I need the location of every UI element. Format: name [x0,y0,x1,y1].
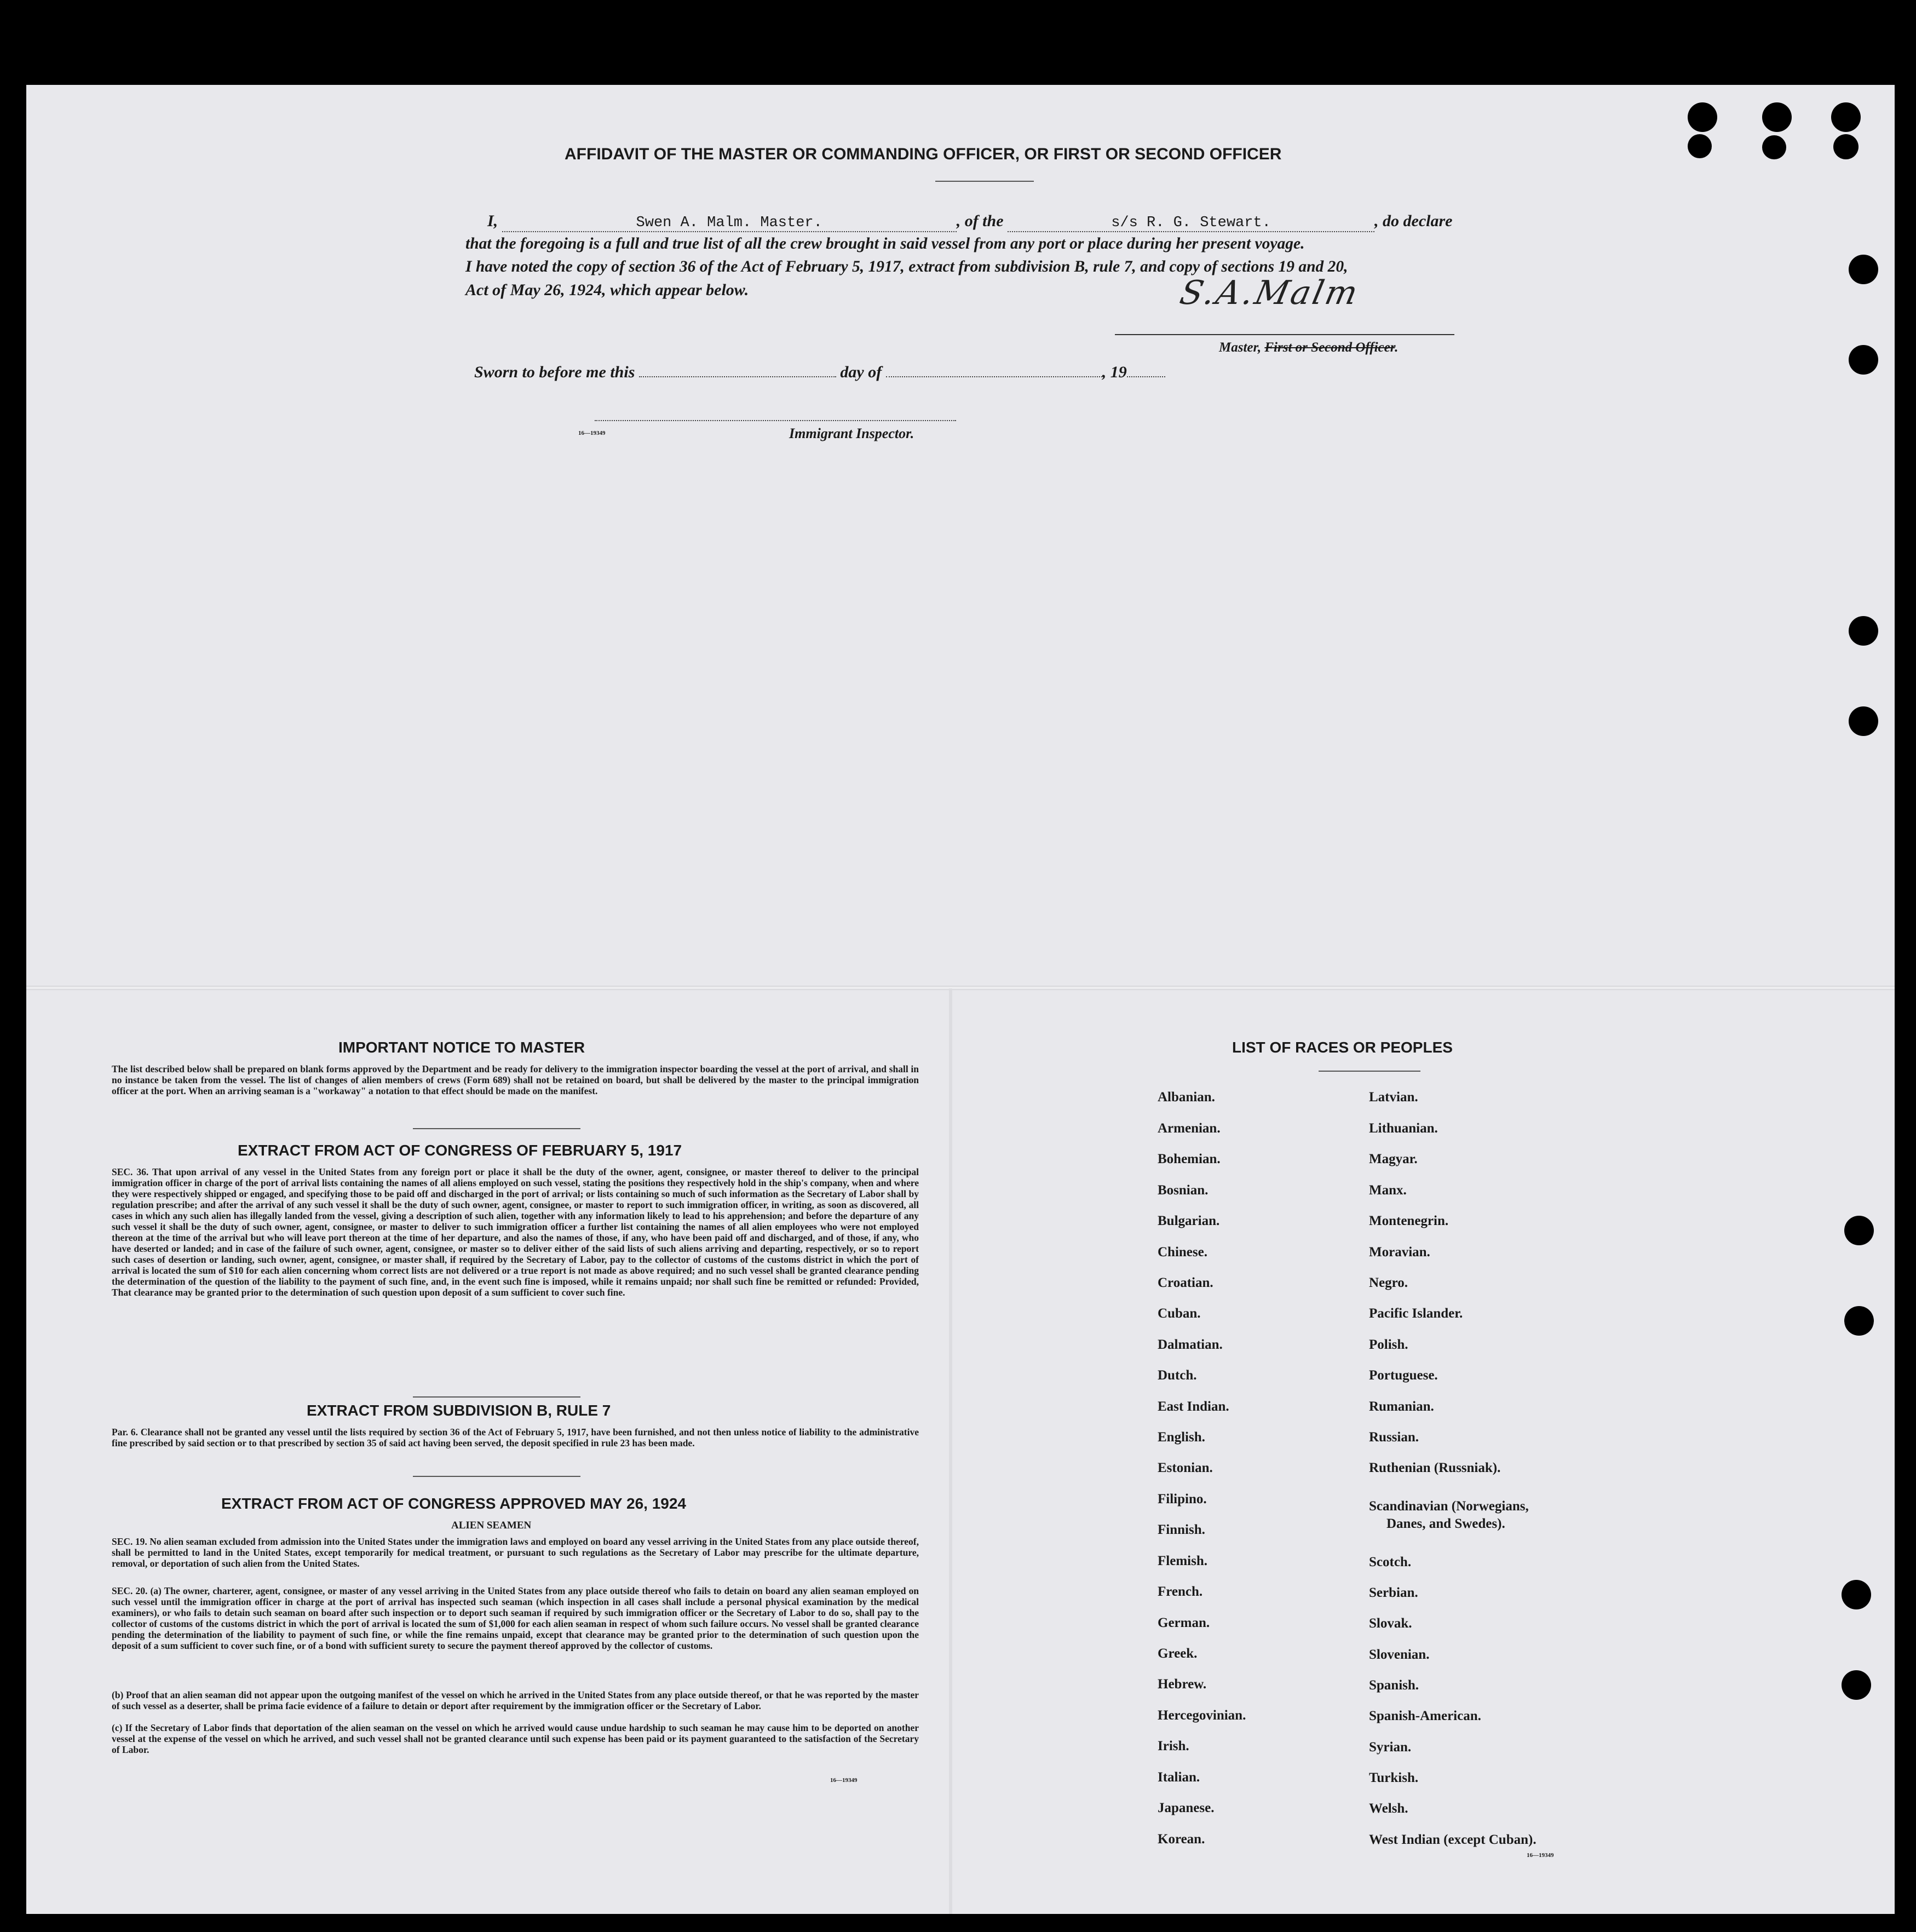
race-item: Spanish-American. [1369,1709,1481,1723]
inspector-signature-line [595,420,956,421]
affidavit-line-2: that the foregoing is a full and true list of all the crew brought in said vessel from any port or place during her present voyage. [465,235,1305,252]
punch-hole [1688,134,1712,158]
race-item: Russian. [1369,1430,1419,1445]
race-item: Flemish. [1158,1554,1207,1568]
master-name-value: Swen A. Malm. Master. [636,215,822,231]
affidavit-title: AFFIDAVIT OF THE MASTER OR COMMANDING OFFICER, OR FIRST OR SECOND OFFICER [565,145,1282,163]
punch-hole [1688,102,1717,132]
race-item: Pacific Islander. [1369,1306,1463,1321]
punch-hole [1842,1580,1871,1609]
punch-hole [1831,102,1861,132]
struck-officer-label: First or Second Officer [1264,340,1395,355]
race-item: Albanian. [1158,1090,1215,1105]
race-item: Filipino. [1158,1492,1207,1507]
race-item: Chinese. [1158,1245,1207,1260]
page-fold-horizontal [26,986,1895,990]
race-item: Scotch. [1369,1555,1412,1569]
race-item: Hebrew. [1158,1677,1207,1692]
signature-caption [1219,340,1398,355]
race-item: Scandinavian (Norwegians, [1369,1499,1529,1514]
section-20a-text: SEC. 20. (a) The owner, charterer, agent, consignee, or master of any vessel arriving in the United States from any place outside thereof who fails to detain on board any alien seaman employed on such vessel until the immigration officer in charge at the port of arrival has inspected such seaman (which inspection in all cases shall include a personal physical examination by the medical examiners), or who fails to detain such seaman on board after such inspection or to deport such seaman if required by such immigration officer or the Secretary of Labor to do so, shall pay to the collector of customs of the customs district in which the port of arrival is located the sum of $1,000 for each alien seaman in respect of whom such failure occurs. No vessel shall be granted clearance pending the determination of the liability to payment of such fine, or while the fine remains unpaid, except that clearance may be granted prior to the determination of such question upon the deposit of a sum sufficient to cover such fine, or of a bond with sufficient surety to secure the payment thereof approved by the collector of customs. [112,1585,919,1651]
section-20c-text: (c) If the Secretary of Labor finds that deportation of the alien seaman on the vessel on which he arrived would cause undue hardship to such seaman he may cause him to be deported on another vessel at the expense of the vessel on which he arrived, and such vessel shall not be granted clearance until such expense has been paid or its payment guaranteed to the satisfaction of the Secretary of Labor. [112,1722,919,1755]
inspector-label: Immigrant Inspector. [789,426,914,441]
race-item: Bosnian. [1158,1183,1209,1198]
race-item: French. [1158,1584,1203,1599]
race-item: Slovak. [1369,1616,1412,1631]
race-item: Negro. [1369,1275,1408,1290]
document-page [26,85,1895,1914]
alien-seamen-subtitle: ALIEN SEAMEN [451,1520,532,1531]
race-item: Syrian. [1369,1740,1412,1755]
form-number: 16—19349 [830,1777,858,1784]
race-item: German. [1158,1615,1210,1630]
vessel-name-field [1008,212,1374,232]
race-item: Latvian. [1369,1090,1418,1105]
race-item: Portuguese. [1369,1368,1438,1383]
day-of-label: day of [840,363,882,381]
punch-hole [1842,1670,1871,1700]
divider [413,1396,580,1398]
divider [413,1476,580,1477]
divider [935,181,1034,182]
affidavit-line-4: Act of May 26, 1924, which appear below. [465,281,749,299]
punch-hole [1849,345,1878,375]
race-item: Dutch. [1158,1368,1197,1383]
divider [1319,1071,1420,1072]
extract-1924-title: EXTRACT FROM ACT OF CONGRESS APPROVED MAY 26, 1924 [221,1495,686,1512]
punch-hole [1844,1306,1874,1336]
race-item: Dalmatian. [1158,1337,1223,1352]
year-label: , 19 [1102,363,1127,381]
race-item: Hercegovinian. [1158,1708,1246,1723]
punch-hole [1849,706,1878,736]
sworn-month-field [886,376,1102,377]
race-item: Danes, and Swedes). [1386,1516,1505,1531]
race-item: Serbian. [1369,1585,1418,1600]
race-item: East Indian. [1158,1399,1229,1414]
sworn-label: Sworn to before me this [474,363,635,381]
page-fold-vertical [949,988,952,1914]
race-item: English. [1158,1430,1205,1445]
punch-hole [1849,255,1878,284]
race-item: Lithuanian. [1369,1121,1438,1136]
race-item: Greek. [1158,1646,1198,1661]
race-item: Turkish. [1369,1770,1419,1785]
race-item: Croatian. [1158,1275,1213,1290]
race-item: Japanese. [1158,1801,1215,1815]
master-name-field [502,212,957,232]
section-20b-text: (b) Proof that an alien seaman did not appear upon the outgoing manifest of the vessel on which he arrived in the United States from any place outside thereof, or that he was reported by the master of such vessel as a deserter, shall be prima facie evidence of a failure to detain or deport after requirement by the immigration officer or the Secretary of Labor. [112,1689,919,1711]
sworn-day-field [639,376,836,377]
race-item: Italian. [1158,1770,1200,1785]
affidavit-line-1 [487,212,1452,232]
do-declare-label: , do declare [1374,212,1453,230]
race-item: Welsh. [1369,1801,1408,1816]
race-item: Cuban. [1158,1306,1201,1321]
signature-line [1115,334,1454,335]
race-item: Montenegrin. [1369,1214,1449,1228]
sworn-line [474,363,1165,382]
affidavit-line-3: I have noted the copy of section 36 of the Act of February 5, 1917, extract from subdivision B, rule 7, and copy of sections 19 and 20, [465,258,1348,275]
punch-hole [1762,135,1786,159]
punch-hole [1833,134,1859,159]
race-item: Spanish. [1369,1678,1419,1693]
race-item: Korean. [1158,1832,1205,1847]
master-label: Master, [1219,340,1262,355]
vessel-name-value: s/s R. G. Stewart. [1111,215,1271,231]
form-number: 16—19349 [578,430,606,436]
punch-hole [1762,102,1792,132]
form-number: 16—19349 [1527,1852,1554,1859]
punch-hole [1844,1216,1874,1245]
races-title: LIST OF RACES OR PEOPLES [1232,1039,1453,1056]
race-item: Slovenian. [1369,1647,1430,1662]
master-signature: S.A.Malm [1176,274,1363,312]
extract-1917-text: SEC. 36. That upon arrival of any vessel in the United States from any foreign port or place it shall be the duty of the owner, agent, consignee, or master thereof to deliver to the principal immigration officer in charge of the port of arrival lists containing the names of all aliens employed on such vessel, stating the positions they respectively hold in the ship's company, when and where they were respectively shipped or engaged, and specifying those to be paid off and discharged in the port of arrival; or lists containing so much of such information as the Secretary of Labor shall by regulation prescribe; and after the arrival of any such vessel it shall be the duty of such owner, agent, consignee, or master to report to such immigration officer, in writing, as soon as discovered, all cases in which any such alien has illegally landed from the vessel, giving a description of such alien, together with any information likely to lead to his apprehension; and before the departure of any such vessel it shall be the duty of such owner, agent, consignee, or master to deliver to such immigration officer a further list containing the names of all alien employees who were not employed thereon at the time of the arrival but who will leave port thereon at the time of her departure, and also the names of those, if any, who have been paid off and discharged, and of those, if any, who have deserted or landed; and in case of the failure of such owner, agent, consignee, or master so to deliver either of the said lists of such aliens arriving and departing, respectively, or so to report such cases of desertion or landing, such owner, agent, consignee, or master shall, if required by the Secretary of Labor, pay to the collector of customs of the customs district in which the port of arrival is located the sum of $10 for each alien concerning whom correct lists are not delivered or a true report is not made as above required; and no such vessel shall be granted clearance pending the determination of the question of the liability to the payment of such fine, and, in the event such fine is imposed, while it remains unpaid; nor shall such fine be remitted or refunded: Provided, That clearance may be granted prior to the determination of such question upon deposit of a sum sufficient to cover such fine. [112,1166,919,1298]
race-item: Finnish. [1158,1522,1205,1537]
race-item: Polish. [1369,1337,1408,1352]
sworn-year-field [1127,376,1165,377]
caption-period: . [1395,340,1399,355]
extract-rule7-text: Par. 6. Clearance shall not be granted any vessel until the lists required by section 36 of the Act of February 5, 1917, have been furnished, and not then unless notice of liability to the administrative fine prescribed by said section or to that prescribed by section 35 of said act having been served, the deposit specified in rule 23 has been made. [112,1427,919,1448]
race-item: Manx. [1369,1183,1407,1198]
section-19-text: SEC. 19. No alien seaman excluded from admission into the United States under the immigration laws and employed on board any vessel arriving in the United States from any place outside thereof, shall be permitted to land in the United States, except temporarily for medical treatment, or pursuant to such regulations as the Secretary of Labor may prescribe for the ultimate departure, removal, or deportation of such alien from the United States. [112,1536,919,1569]
race-item: Ruthenian (Russniak). [1369,1461,1501,1475]
of-the-label: , of the [956,212,1004,230]
race-item: Bulgarian. [1158,1214,1220,1228]
notice-text: The list described below shall be prepared on blank forms approved by the Department and be ready for delivery to the immigration inspector boarding the vessel at the port of arrival, and shall in no instance be taken from the vessel. The list of changes of alien members of crews (Form 689) shall not be retained on board, but shall be delivered by the master to the principal immigration officer at the port. When an arriving seaman is a "workaway" a notation to that effect should be made on the manifest. [112,1063,919,1096]
race-item: Bohemian. [1158,1152,1221,1166]
extract-rule7-title: EXTRACT FROM SUBDIVISION B, RULE 7 [307,1402,611,1419]
i-label: I, [487,212,498,230]
race-item: Estonian. [1158,1461,1213,1475]
extract-1917-title: EXTRACT FROM ACT OF CONGRESS OF FEBRUARY 5, 1917 [238,1142,682,1159]
race-item: Armenian. [1158,1121,1221,1136]
notice-title: IMPORTANT NOTICE TO MASTER [338,1039,585,1056]
race-item: West Indian (except Cuban). [1369,1832,1537,1847]
race-item: Irish. [1158,1739,1189,1753]
race-item: Magyar. [1369,1152,1418,1166]
divider [413,1128,580,1129]
race-item: Rumanian. [1369,1399,1434,1414]
race-item: Moravian. [1369,1245,1430,1260]
punch-hole [1849,616,1878,646]
